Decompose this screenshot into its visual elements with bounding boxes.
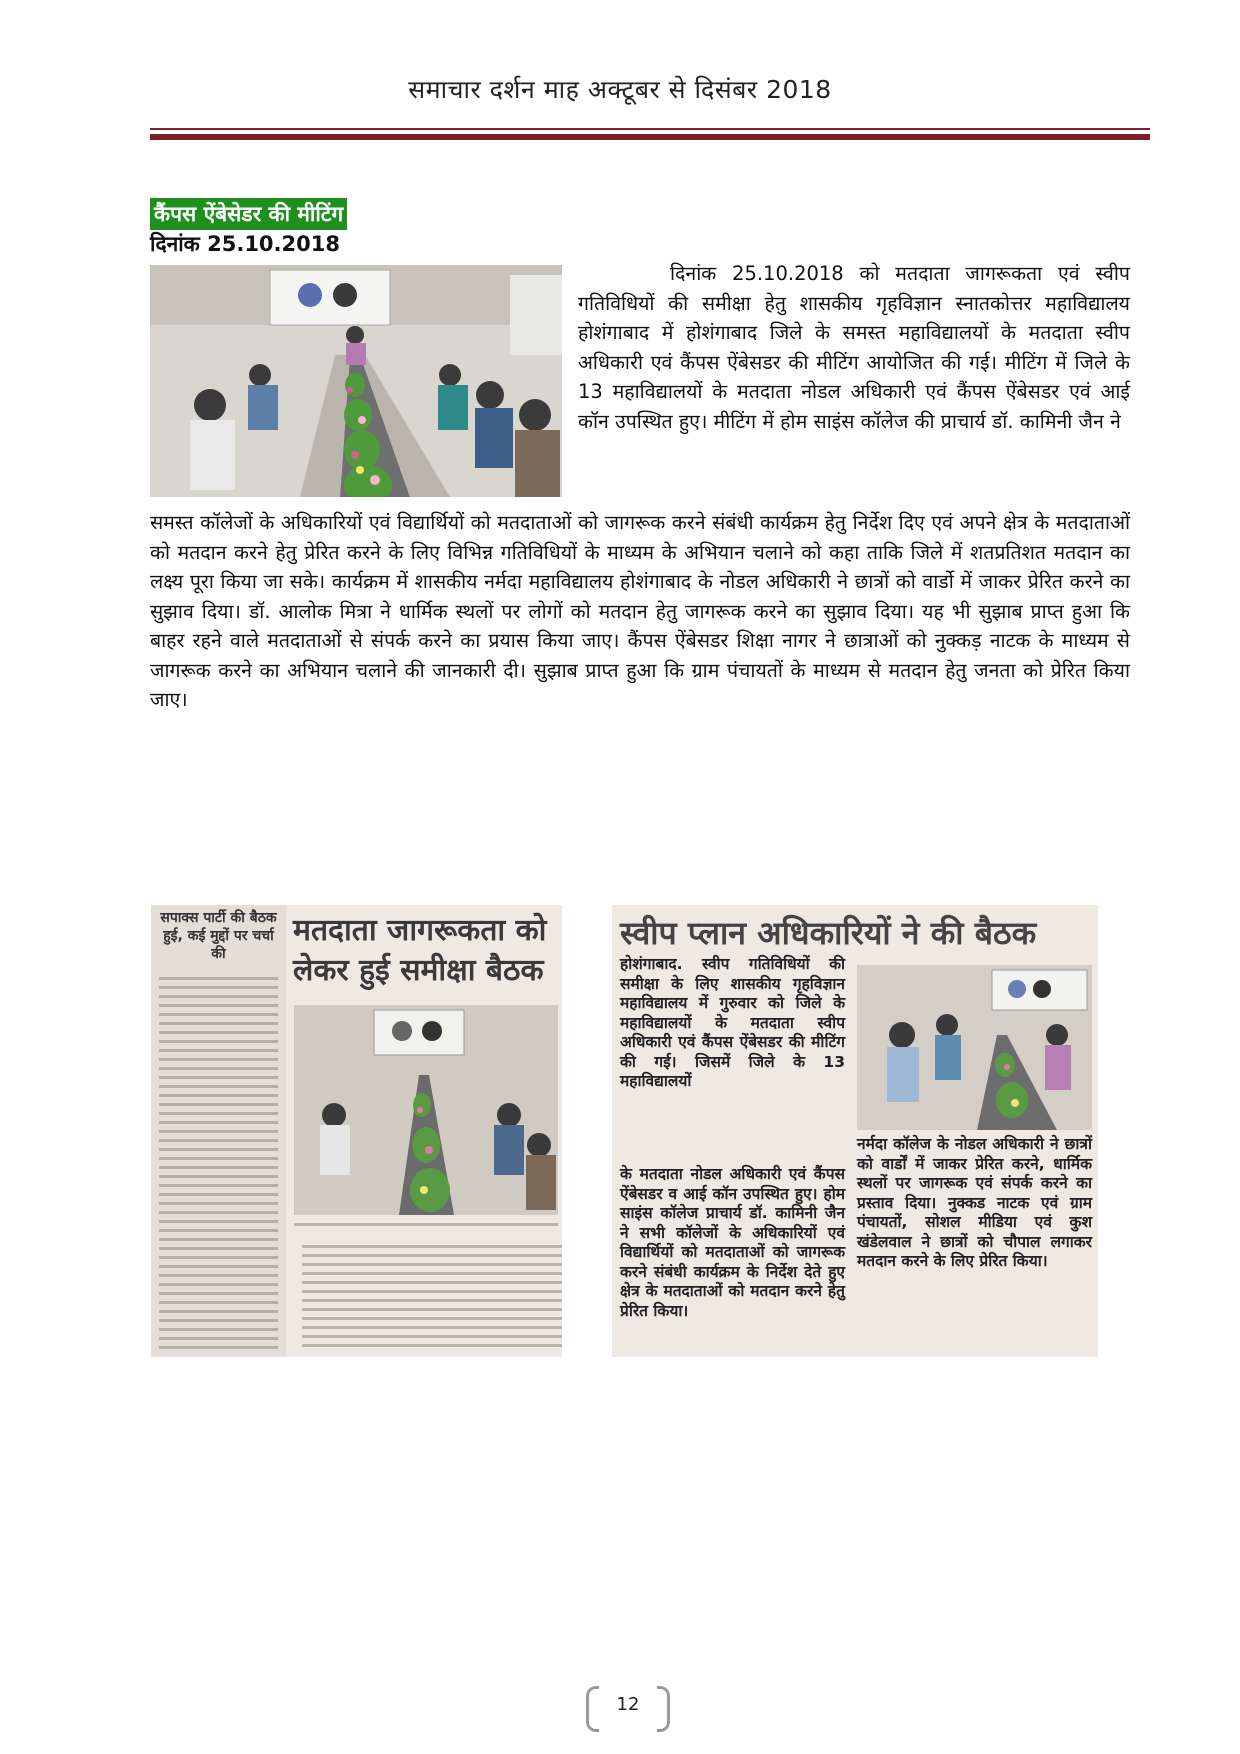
clipping-right-text-a	[620, 955, 845, 1092]
clipping-sidebar-text	[151, 967, 286, 1357]
article-paragraph-full: समस्त कॉलेजों के अधिकारियों एवं विद्यार्थियों को मतदाताओं को जागरूक करने संबंधी कार्यक्रम हेतु निर्देश दिए एवं अपने क्षेत्र के मतदाताओं को मतदान करने हेतु प्रेरित करने के लिए विभिन्न गतिविधियों के माध्यम के अभियान चलाने को कहा ताकि जिले में शतप्रतिशत मतदान का लक्ष्य पूरा किया जा सके। कार्यक्रम में शासकीय नर्मदा महाविद्यालय होशंगाबाद के नोडल अधिकारी ने छात्रों को वार्डो में जाकर प्रेरित करने का सुझाव दिया। डॉ. आलोक मित्रा ने धार्मिक स्थलों पर लोगों को मतदान हेतु जागरूक करने का सुझाव दिया। यह भी सुझाब प्राप्त हुआ कि बाहर रहने वाले मतदाताओं से संपर्क करने का प्रयास किया जाए। कैंपस ऐंबेसडर शिक्षा नागर ने छात्राओं को नुक्कड़ नाटक के माध्यम से जागरूक करने का अभियान चलाने की जानकारी दी। सुझाब प्राप्त हुआ कि ग्राम पंचायतों के माध्यम से मतदान हेतु जनता को प्रेरित किया जाए।	[150, 511, 1130, 711]
clipping-left-caption	[294, 1217, 558, 1232]
clipping-sidebar-headline: सपाक्स पार्टी की बैठक हुई, कई मुद्दों पर चर्चा की	[160, 910, 277, 962]
clipping-right-text-c: नर्मदा कॉलेज के नोडल अधिकारी ने छात्रों को वार्डों में जाकर प्रेरित करने, धार्मिक स्थलों पर जागरूक एवं संपर्क करने का प्रस्ताव दिया। नुक्कड नाटक एवं ग्राम पंचायतों, सोशल मीडिया एवं कुश खंडेलवाल ने छात्रों को चौपाल लगाकर मतदान करने के लिए प्रेरित किया।	[857, 1135, 1092, 1270]
page-header-title: समाचार दर्शन माह अक्टूबर से दिसंबर 2018	[408, 75, 832, 104]
clipping-right-text-a-body: स्वीप गतिविधियों की समीक्षा के लिए शासकीय गृहविज्ञान महाविद्यालय में गुरुवार को जिले के महाविद्यालयों के मतदाता स्वीप अधिकारी एवं कैंपस ऐंबेसडर की मीटिंग की गई। जिसमें जिले के 13 महाविद्यालयों	[620, 955, 845, 1090]
header-divider-thick	[150, 134, 1150, 140]
clipping-sidebar	[151, 905, 286, 1357]
section-date: दिनांक 25.10.2018	[150, 232, 340, 256]
clipping-right-photo	[857, 965, 1092, 1130]
clipping-right-headline: स्वीप प्लान अधिकारियों ने की बैठक	[620, 914, 1037, 952]
page-number: 12	[616, 1694, 640, 1715]
article-paragraph-side: दिनांक 25.10.2018 को मतदाता जागरूकता एवं स्वीप गतिविधियों की समीक्षा हेतु शासकीय गृहविज्ञान स्नातकोत्तर महाविद्यालय होशंगाबाद में होशंगाबाद जिले के समस्त महाविद्यालयों के मतदाता स्वीप अधिकारी एवं कैंपस ऐंबेसडर की मीटिंग आयोजित की गई। मीटिंग में जिले के 13 महाविद्यालयों के मतदाता नोडल अधिकारी एवं कैंपस ऐंबेसडर एवं आई कॉन उपस्थित हुए। मीटिंग में होम साइंस कॉलेज की प्राचार्य डॉ. कामिनी जैन ने	[578, 262, 1130, 433]
meeting-photo	[150, 265, 562, 497]
header-divider-thin	[150, 128, 1150, 130]
page-number-box	[584, 1686, 672, 1732]
clipping-right-place: होशंगाबाद.	[620, 955, 683, 973]
newspaper-clipping-left	[151, 905, 562, 1357]
newspaper-clipping-right	[612, 905, 1098, 1357]
clipping-right-text-b: के मतदाता नोडल अधिकारी एवं कैंपस ऐंबेसडर व आई कॉन उपस्थित हुए। होम साइंस कॉलेज प्राचार्य डॉ. कामिनी जैन ने सभी कॉलेजों के अधिकारियों एवं विद्यार्थियों को मतदाताओं को जागरूक करने संबंधी कार्यक्रम के निर्देश देते हुए क्षेत्र के मतदाताओं को मतदान करने हेतु प्रेरित किया।	[620, 1165, 845, 1320]
clipping-left-columns	[294, 1235, 562, 1357]
section-heading: कैंपस ऐंबेसेडर की मीटिंग	[150, 198, 347, 230]
clipping-left-photo	[294, 1005, 558, 1215]
clipping-left-headline: मतदाता जागरूकता को लेकर हुई समीक्षा बैठक	[293, 913, 547, 988]
